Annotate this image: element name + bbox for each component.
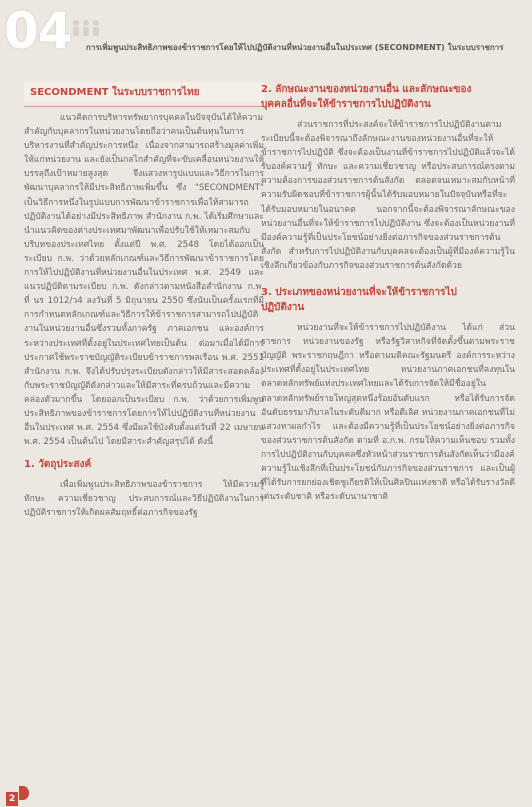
people-ornament-icon — [70, 18, 110, 38]
subsection-1-body: เพื่อเพิ่มพูนประสิทธิภาพของข้าราชการ ให้มีความรู้ ทักษะ ความเชี่ยวชาญ ประสบการณ์และวิธีปฏิบัติงานในการปฏิบัติราชการให้เกิดผลสัมฤทธิ์ต่อภารกิจของรัฐ — [24, 480, 264, 519]
header-title: การเพิ่มพูนประสิทธิภาพของข้าราชการโดยให้ไปปฏิบัติงานที่หน่วยงานอื่นในประเทศ (SECONDMENT) ในระบบราชการ — [86, 43, 504, 52]
subsection-2-title-line1: 2. ลักษณะงานของหน่วยงานอื่น และลักษณะของ — [261, 84, 472, 95]
section-divider — [24, 106, 264, 107]
page-tab-icon — [19, 786, 29, 800]
right-column — [261, 82, 515, 504]
subsection-1-title: 1. วัตถุประสงค์ — [24, 459, 92, 471]
intro-paragraph: แนวคิดการบริหารทรัพยากรบุคคลในปัจจุบันได้ให้ความสำคัญกับบุคลากรในหน่วยงานโดยถือว่าคนเป็นต้นทุนในการบริหารงานที่สำคัญประการหนึ่ง เนื่องจากสามารถสร้างมูลค่าเพิ่มให้แก่หน่วยงาน และยังเป็นกลไกสำคัญที่จะขับเคลื่อนหน่วยงานให้บรรลุถึงเป้าหมายสูงสุด จึงแสวงหารูปแบบและวิธีการในการพัฒนาบุคลากรให้มีประสิทธิภาพเพิ่มขึ้น ซึ่ง "SECONDMENT" เป็นวิธีการหนึ่งในรูปแบบการพัฒนาข้าราชการเพื่อให้สามารถปฏิบัติงานได้อย่างมีประสิทธิภาพ สำนักงาน ก.พ. ได้เริ่มศึกษาและนำแนวคิดของต่างประเทศมาพัฒนาเพื่อปรับใช้ให้เหมาะสมกับบริบทของประเทศไทย ตั้งแต่ปี พ.ศ. 2548 โดยได้ออกเป็น ระเบียบ ก.พ. ว่าด้วยหลักเกณฑ์และวิธีการพัฒนาข้าราชการโดยการให้ไปปฏิบัติงานที่หน่วยงานอื่นในประเทศ พ.ศ. 2549 และแนวปฏิบัติตามระเบียบ ก.พ. ดังกล่าวตามหนังสือสำนักงาน ก.พ. ที่ นร 1012/ว4 ลงวันที่ 5 มิถุนายน 2550 ซึ่งนับเป็นครั้งแรกที่มีการกำหนดหลักเกณฑ์และวิธีการให้ข้าราชการสามารถไปปฏิบัติงานในหน่วยงานอื่นซึ่งรวมทั้งภาครัฐ ภาคเอกชน และองค์การระหว่างประเทศที่ตั้งอยู่ในประเทศไทยเป็นต้น ต่อมาเมื่อได้มีการประกาศใช้พระราชบัญญัติระเบียบข้าราชการพลเรือน พ.ศ. 2551 สำนักงาน ก.พ. จึงได้ปรับปรุงระเบียบดังกล่าวให้มีสาระสอดคล้องกับพระราชบัญญัติดังกล่าวและให้มีสาระที่ครบถ้วนและมีความคล่องตัวมากขึ้น โดยออกเป็นระเบียบ ก.พ. ว่าด้วยการเพิ่มพูนประสิทธิภาพของข้าราชการโดยการให้ไปปฏิบัติงานที่หน่วยงานอื่นในประเทศ พ.ศ. 2554 ซึ่งมีผลใช้บังคับตั้งแต่วันที่ 22 เมษายน พ.ศ. 2554 เป็นต้นไป โดยมีสาระสำคัญสรุปได้ ดังนี้ — [24, 113, 264, 448]
left-section-heading-box — [24, 82, 264, 104]
page-footer — [6, 786, 29, 802]
subsection-2-body: ส่วนราชการที่ประสงค์จะให้ข้าราชการไปปฏิบัติงานตามระเบียบนี้จะต้องพิจารณาถึงลักษณะงานของหน่วยงานอื่นที่จะให้ข้าราชการไปปฏิบัติ ซึ่งจะต้องเป็นงานที่ข้าราชการไปปฏิบัติแล้วจะได้รับองค์ความรู้ ทักษะ และความเชี่ยวชาญ หรือประสบการณ์ตรงตามความต้องการของส่วนราชการต้นสังกัด ตลอดจนเหมาะสมกับหน้าที่ความรับผิดชอบที่ข้าราชการผู้นั้นได้รับมอบหมายในปัจจุบันหรือที่จะได้รับมอบหมายในอนาคต นอกจากนี้จะต้องพิจารณาลักษณะของหน่วยงานอื่นที่จะให้ข้าราชการไปปฏิบัติงาน ซึ่งจะต้องเป็นหน่วยงานที่มีองค์ความรู้ที่เป็นประโยชน์อย่างยิ่งต่อภารกิจของส่วนราชการต้นสังกัด สำหรับการไปปฏิบัติงานกับบุคคลจะต้องเป็นผู้ที่มีองค์ความรู้ในเชิงลึกเกี่ยวข้องกับภารกิจของส่วนราชการต้นสังกัดด้วย — [261, 120, 515, 271]
section-title: SECONDMENT ในระบบราชการไทย — [30, 87, 200, 98]
subsection-3-title-line2: ปฏิบัติงาน — [261, 302, 305, 314]
subsection-3-body: หน่วยงานที่จะให้ข้าราชการไปปฏิบัติงาน ได้แก่ ส่วนราชการ หน่วยงานของรัฐ หรือรัฐวิสาหกิจที่จัดตั้งขึ้นตามพระราชบัญญัติ พระราชกฤษฎีกา หรือตามมติคณะรัฐมนตรี องค์การระหว่างประเทศที่ตั้งอยู่ในประเทศไทย หน่วยงานภาคเอกชนที่ลงทุนในตลาดหลักทรัพย์แห่งประเทศไทยและได้รับการจัดให้มีชื่ออยู่ในตลาดหลักทรัพย์รายใหญ่สุดหนึ่งร้อยอันดับแรก หรือได้รับการจัดอันดับธรรมาภิบาลในระดับดีมาก หรือดีเลิศ หน่วยงานภาคเอกชนที่ไม่แสวงหาผลกำไร และต้องมีความรู้ที่เป็นประโยชน์อย่างยิ่งต่อภารกิจของส่วนราชการต้นสังกัด ตามที่ อ.ก.พ. กรมให้ความเห็นชอบ รวมทั้งการไปปฏิบัติงานกับบุคคลซึ่งหัวหน้าส่วนราชการต้นสังกัดเห็นว่ามีองค์ความรู้ในเชิงลึกที่เป็นประโยชน์กับภารกิจของส่วนราชการ และเป็นผู้ที่ได้รับการยกย่องเชิดชูเกียรติให้เป็นศิลปินแห่งชาติ หรือได้รับรางวัลดีเด่นระดับชาติ หรือระดับนานาชาติ — [261, 323, 515, 503]
subsection-3-title-line1: 3. ประเภทของหน่วยงานที่จะให้ข้าราชการไป — [261, 287, 457, 299]
page-header — [0, 0, 532, 68]
chapter-number: 04 — [4, 2, 72, 60]
subsection-2-title-line2: บุคคลอื่นที่จะให้ข้าราชการไปปฏิบัติงาน — [261, 99, 431, 110]
page-number: 2 — [6, 792, 18, 806]
left-column — [24, 82, 264, 521]
